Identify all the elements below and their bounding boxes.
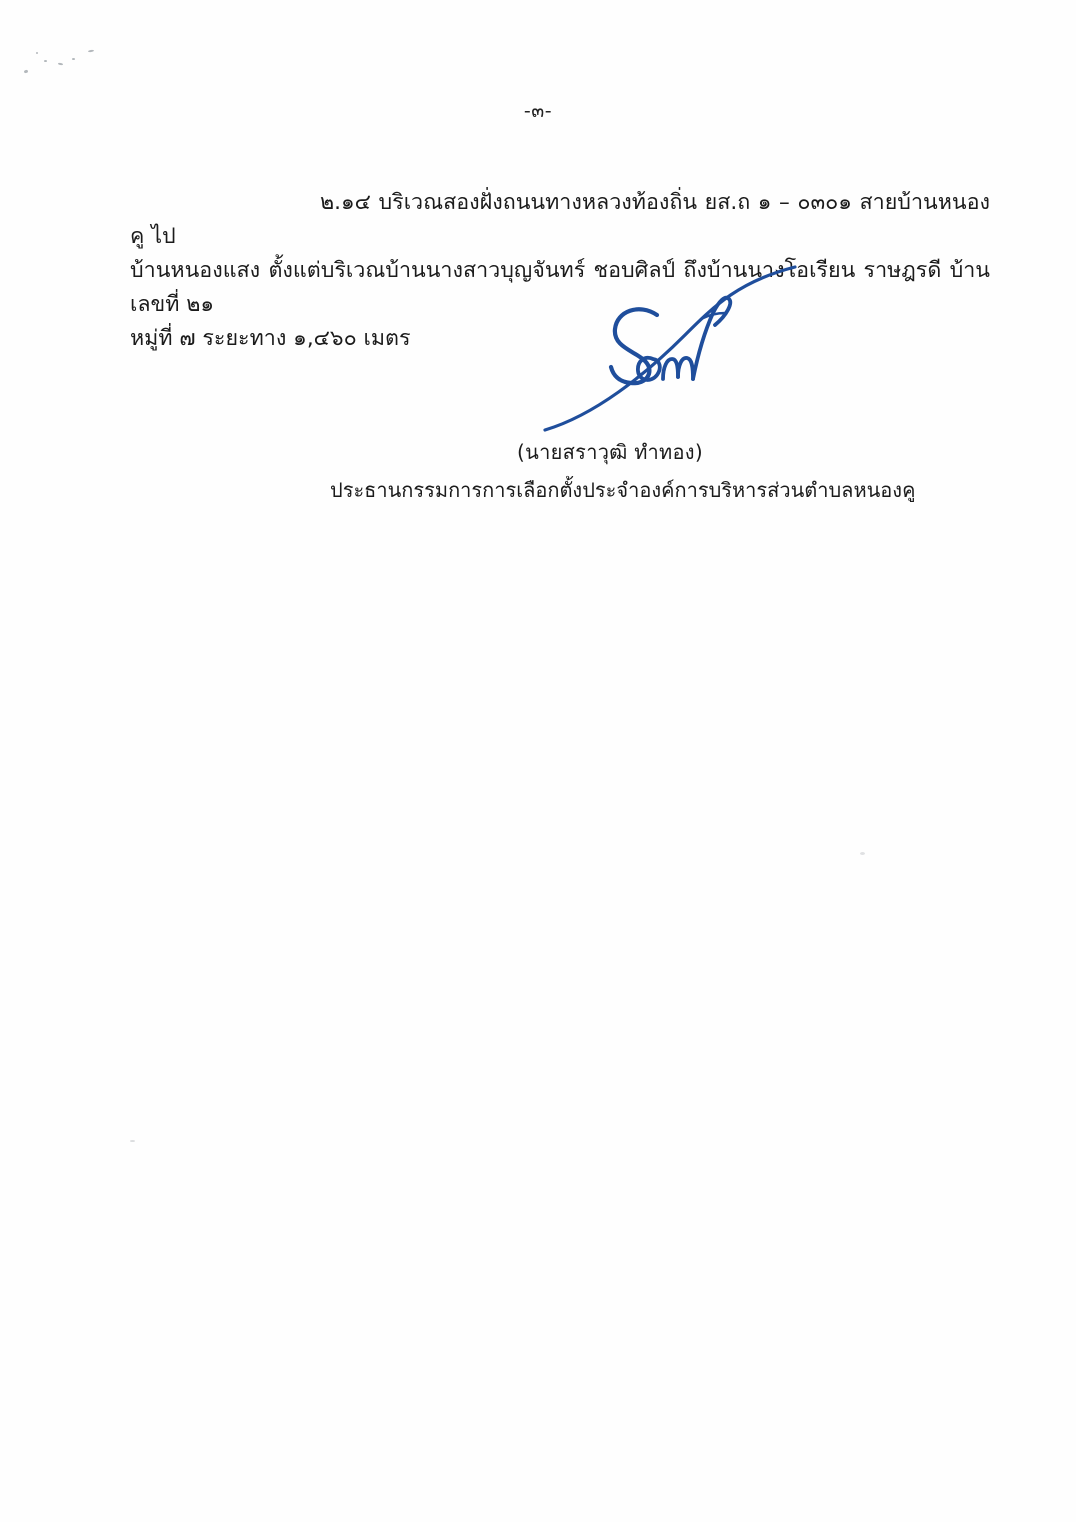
handwritten-signature-icon (395, 255, 825, 440)
signature-block (330, 255, 916, 506)
scan-speck (860, 852, 865, 855)
signer-name: (นายสราวุฒิ ทำทอง) (517, 440, 703, 464)
signer-title: ประธานกรรมการการเลือกตั้งประจำองค์การบริหารส่วนตำบลหนองคู (330, 478, 916, 502)
paragraph-line-2: บ้านหนองแสง ตั้งแต่บริเวณบ้านนางสาวบุญจันทร์ ชอบศิลป์ ถึงบ้านนางโอเรียน ราษฎรดี บ้านเลขที่ ๒๑ (130, 258, 990, 317)
paragraph-line-1: ๒.๑๔ บริเวณสองฝั่งถนนทางหลวงท้องถิ่น ยส.ถ ๑ – ๐๓๐๑ สายบ้านหนองคู ไป (130, 190, 990, 249)
scan-speck (24, 69, 29, 73)
scan-speck (130, 1140, 135, 1142)
scan-speck (72, 58, 75, 60)
scan-speck (58, 63, 63, 66)
scan-speck (44, 60, 47, 62)
scan-speck (36, 52, 38, 54)
paragraph-line-3: หมู่ที่ ๗ ระยะทาง ๑,๔๖๐ เมตร (130, 326, 411, 351)
page-number: -๓- (523, 100, 553, 122)
scan-speck (88, 50, 94, 53)
